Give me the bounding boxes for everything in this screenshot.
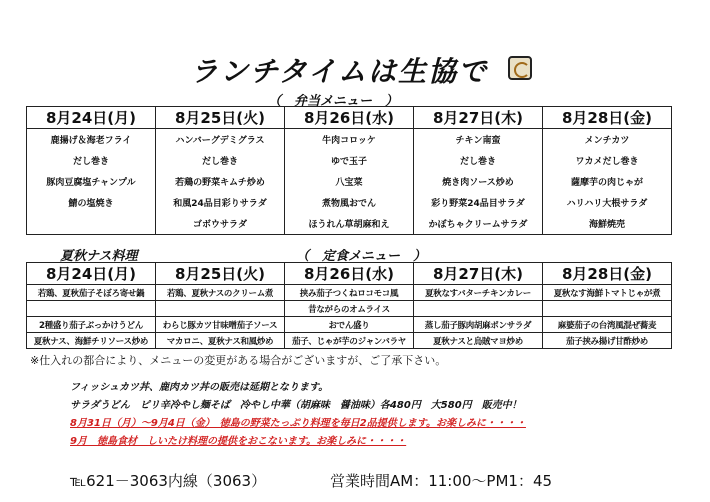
info-line: サラダうどん ピリ辛冷やし麺そば 冷やし中華（胡麻味 醤油味）各480円 大580円 販売中！: [70, 400, 522, 411]
page-title: ランチタイムは生協で: [190, 55, 489, 88]
menu-cell: マカロニ、夏秋ナス和風炒め: [156, 333, 285, 349]
menu-cell: ハリハリ大根サラダ: [543, 192, 672, 213]
menu-cell: 牛肉コロッケ: [285, 129, 414, 151]
table-row: [27, 171, 672, 192]
day-header: 8月26日(水): [285, 107, 414, 129]
menu-cell: 若鶏、夏秋茄子そぼろ寄せ鍋: [27, 285, 156, 301]
day-header: 8月28日(金): [543, 263, 672, 285]
menu-cell: だし巻き: [414, 150, 543, 171]
menu-cell: 2種盛り茄子ぶっかけうどん: [27, 317, 156, 333]
teishoku-menu-table: [26, 262, 672, 349]
menu-cell: 煮物風おでん: [285, 192, 414, 213]
bento-menu-label: （ 弁当メニュー ）: [268, 94, 399, 109]
day-header: 8月25日(火): [156, 263, 285, 285]
day-header-row: [27, 107, 672, 129]
menu-cell: ゆで玉子: [285, 150, 414, 171]
table-row: [27, 333, 672, 349]
menu-cell: 若鶏、夏秋ナスのクリーム煮: [156, 285, 285, 301]
day-header: 8月24日(月): [27, 107, 156, 129]
bento-menu-table: [26, 106, 672, 235]
day-header: 8月24日(月): [27, 263, 156, 285]
menu-cell: [156, 301, 285, 317]
menu-cell: メンチカツ: [543, 129, 672, 151]
day-header-row: [27, 263, 672, 285]
menu-cell: 彩り野菜24品目サラダ: [414, 192, 543, 213]
business-hours: 営業時間AM：11:00～PM1：45: [330, 472, 553, 490]
table-row: [27, 213, 672, 235]
phone-number: ℡621－3063内線（3063）: [70, 472, 267, 490]
menu-cell: 焼き肉ソース炒め: [414, 171, 543, 192]
table-row: [27, 150, 672, 171]
menu-cell: [414, 301, 543, 317]
day-header: 8月27日(木): [414, 107, 543, 129]
menu-cell: 海鮮焼売: [543, 213, 672, 235]
table-row: [27, 317, 672, 333]
day-header: 8月28日(金): [543, 107, 672, 129]
menu-cell: 鯖の塩焼き: [27, 192, 156, 213]
menu-cell: 茄子、じゃが芋のジャンバラヤ: [285, 333, 414, 349]
day-header: 8月26日(水): [285, 263, 414, 285]
info-line-highlight: 8月31日（月）～9月4日（金） 徳島の野菜たっぷり料理を毎日2品提供します。お楽しみに・・・・: [70, 418, 526, 429]
menu-cell: ほうれん草胡麻和え: [285, 213, 414, 235]
menu-cell: 麻婆茄子の台湾風混ぜ蕎麦: [543, 317, 672, 333]
menu-cell: 夏秋なすバターチキンカレー: [414, 285, 543, 301]
info-line-highlight: 9月 徳島食材 しいたけ料理の提供をおこないます。お楽しみに・・・・: [70, 436, 407, 447]
table-row: [27, 301, 672, 317]
menu-cell: 夏秋ナス、海鮮チリソース炒め: [27, 333, 156, 349]
table-row: [27, 192, 672, 213]
table-row: [27, 129, 672, 151]
menu-cell: チキン南蛮: [414, 129, 543, 151]
menu-cell: ワカメだし巻き: [543, 150, 672, 171]
menu-cell: 八宝菜: [285, 171, 414, 192]
menu-cell: ハンバーグデミグラス: [156, 129, 285, 151]
menu-cell: ゴボウサラダ: [156, 213, 285, 235]
menu-cell: 薩摩芋の肉じゃが: [543, 171, 672, 192]
menu-cell: [27, 213, 156, 235]
menu-change-notice: ※仕入れの都合により、メニューの変更がある場合がございますが、ご了承下さい。: [30, 354, 447, 367]
menu-cell: 夏秋なす海鮮トマトじゃが煮: [543, 285, 672, 301]
teishoku-menu-label: （ 定食メニュー ）: [296, 249, 427, 264]
menu-cell: 豚肉豆腐塩チャンプル: [27, 171, 156, 192]
day-header: 8月25日(火): [156, 107, 285, 129]
menu-cell: 鹿揚げ＆海老フライ: [27, 129, 156, 151]
teishoku-section-label: 夏秋ナス料理: [60, 249, 138, 264]
menu-cell: だし巻き: [27, 150, 156, 171]
info-line: フィッシュカツ丼、鹿肉カツ丼の販売は延期となります。: [70, 382, 329, 393]
menu-cell: 茄子挟み揚げ甘酢炒め: [543, 333, 672, 349]
menu-cell: 和風24品目彩りサラダ: [156, 192, 285, 213]
app-logo-icon: [508, 56, 532, 80]
menu-cell: わらじ豚カツ甘味噌茄子ソース: [156, 317, 285, 333]
menu-cell: だし巻き: [156, 150, 285, 171]
menu-cell: かぼちゃクリームサラダ: [414, 213, 543, 235]
menu-cell: 若鶏の野菜キムチ炒め: [156, 171, 285, 192]
menu-cell: 蒸し茄子豚肉胡麻ポンサラダ: [414, 317, 543, 333]
menu-cell: 挟み茄子つくねロコモコ風: [285, 285, 414, 301]
day-header: 8月27日(木): [414, 263, 543, 285]
menu-cell: 昔ながらのオムライス: [285, 301, 414, 317]
menu-cell: おでん盛り: [285, 317, 414, 333]
menu-cell: 夏秋ナスと烏賊マヨ炒め: [414, 333, 543, 349]
menu-cell: [27, 301, 156, 317]
table-row: [27, 285, 672, 301]
menu-cell: [543, 301, 672, 317]
